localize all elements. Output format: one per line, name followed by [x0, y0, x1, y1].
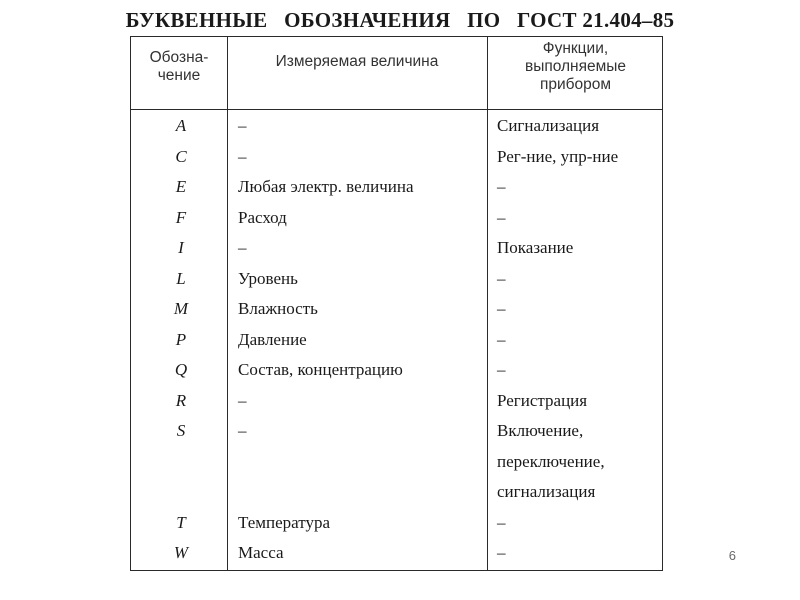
function-cell: –	[497, 543, 506, 562]
quantity-cell: Температура	[238, 512, 331, 532]
quantity-column	[238, 111, 486, 569]
quantity-cell: –	[238, 116, 247, 135]
designation-cell: S	[176, 421, 186, 440]
page-title: БУКВЕННЫЕ ОБОЗНАЧЕНИЯ ПО ГОСТ 21.404–85	[125, 8, 675, 32]
quantity-cell: Масса	[238, 543, 284, 562]
function-cell: Сигнализация	[497, 116, 600, 135]
designation-cell: Q	[174, 360, 188, 379]
designation-cell: M	[173, 299, 189, 318]
designation-cell: F	[175, 207, 187, 227]
function-cell: Включение, переключение, сигнализация	[497, 421, 605, 501]
header-functions-line: Функции,	[542, 40, 609, 57]
column-divider-2	[487, 37, 488, 570]
function-cell: Показание	[497, 238, 574, 257]
designation-cell: R	[175, 390, 187, 410]
header-quantity	[227, 53, 487, 71]
header-divider	[131, 109, 662, 110]
header-designation	[131, 49, 227, 85]
quantity-cell: –	[238, 146, 247, 166]
function-cell: Регистрация	[497, 390, 588, 410]
function-cell: –	[497, 512, 506, 532]
function-cell: –	[497, 299, 506, 318]
quantity-cell: Любая электр. величина	[238, 177, 414, 196]
function-cell: –	[497, 207, 506, 227]
header-designation-line: чение	[157, 67, 201, 84]
designation-cell: W	[173, 543, 189, 562]
designation-cell: E	[175, 177, 187, 196]
designation-cell: P	[175, 329, 187, 349]
header-functions-line: выполняемые	[524, 58, 627, 75]
gost-designation-table	[130, 36, 663, 571]
quantity-cell: –	[238, 390, 247, 410]
designation-cell: C	[175, 146, 187, 166]
quantity-cell: Расход	[238, 207, 287, 227]
designation-column	[131, 111, 231, 569]
header-designation-line: Обозна-	[149, 49, 209, 66]
function-cell: –	[497, 329, 506, 349]
quantity-cell: Давление	[238, 329, 307, 349]
header-functions-line: прибором	[539, 76, 612, 93]
designation-cell: I	[178, 238, 184, 257]
quantity-cell: Влажность	[238, 299, 318, 318]
quantity-cell: Уровень	[238, 268, 298, 288]
page-number: 6	[728, 548, 736, 563]
function-cell: Рег-ние, упр-ние	[497, 146, 619, 166]
designation-cell: T	[176, 512, 186, 532]
designation-cell: L	[176, 268, 186, 288]
designation-cell: A	[175, 116, 187, 135]
function-cell: –	[497, 360, 506, 379]
function-column	[497, 111, 662, 569]
quantity-cell: Состав, концентрацию	[238, 360, 403, 379]
quantity-cell: –	[238, 421, 247, 440]
header-quantity-line: Измеряемая величина	[275, 53, 439, 70]
quantity-cell: –	[238, 238, 247, 257]
function-cell: –	[497, 177, 506, 196]
header-functions	[487, 40, 664, 94]
function-cell: –	[497, 268, 506, 288]
